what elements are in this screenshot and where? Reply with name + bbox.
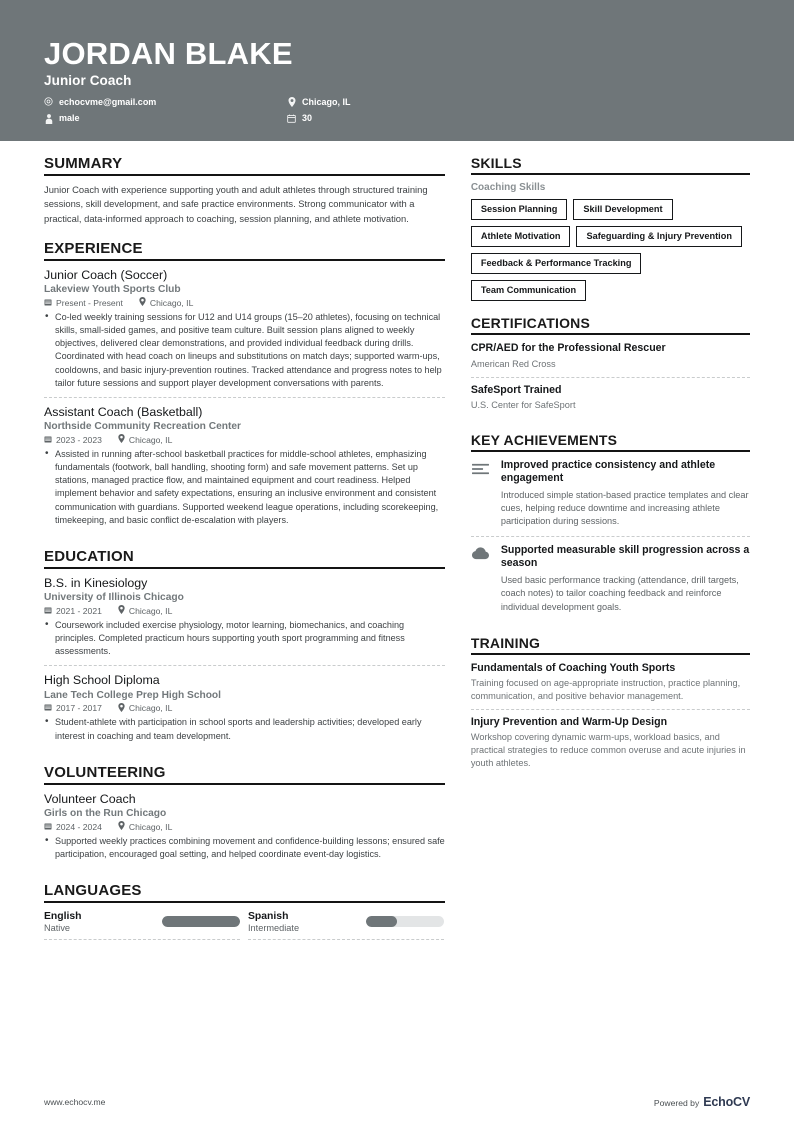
contact-age [287, 113, 530, 124]
experience-title: Assistant Coach (Basketball) [44, 404, 203, 419]
bullet-item: • Coursework included exercise physiology, motor learning, biomechanics, and coaching principles. Completed practicum hours supporting youth sport programming and fitness assessments. [44, 619, 445, 659]
education-bullets [44, 716, 445, 742]
skills-heading: SKILLS [471, 155, 750, 175]
volunteering-meta [44, 821, 445, 832]
training-description: Training focused on age-appropriate instruction, practice planning, communication, and positive behavior management. [470, 678, 741, 702]
achievement-body [501, 459, 750, 529]
skill-chip[interactable]: Skill Development [573, 199, 672, 220]
section-education [44, 548, 445, 750]
experience-dates [44, 435, 102, 445]
contact-location-value: Chicago, IL [302, 96, 351, 107]
volunteering-heading: VOLUNTEERING [44, 764, 445, 785]
training-title: Injury Prevention and Warm-Up Design [470, 715, 668, 728]
experience-dates [44, 298, 123, 308]
volunteering-location [118, 821, 172, 832]
volunteering-dates [44, 822, 102, 832]
contact-age-value: 30 [302, 113, 313, 124]
training-item [471, 662, 750, 710]
volunteering-bullets [44, 835, 445, 861]
achievement-body [501, 544, 750, 614]
summary-heading: SUMMARY [44, 155, 445, 176]
location-icon [118, 703, 125, 714]
skills-subheading: Coaching Skills [470, 182, 546, 193]
languages-list [44, 910, 445, 940]
powered-by [654, 1095, 750, 1109]
section-languages [44, 882, 445, 940]
training-heading: TRAINING [471, 635, 750, 655]
location-icon [118, 605, 125, 616]
experience-location [118, 434, 172, 445]
language-proficiency-fill [162, 916, 240, 927]
experience-meta [44, 297, 445, 308]
skill-chip[interactable]: Athlete Motivation [471, 226, 571, 247]
contact-location [287, 97, 530, 108]
language-item [44, 910, 240, 940]
section-summary [44, 155, 445, 226]
education-bullets [44, 619, 445, 659]
right-column [471, 155, 750, 954]
candidate-name: JORDAN BLAKE [44, 36, 293, 71]
cloud-icon [471, 544, 491, 614]
language-item [248, 910, 444, 940]
contact-gender [44, 113, 287, 124]
volunteering-location-value: Chicago, IL [128, 821, 173, 832]
certification-issuer: U.S. Center for SafeSport [470, 399, 576, 410]
bullet-item: • Assisted in running after-school basketball practices for middle-school athletes, emphasizing fundamentals (footwork, ball handling, shooting form) and safe movement patterns. Set up stations, managed practice flow, and maintained equipment and court readiness. Helped implement behavior and safety expectations, ensuring an inclusive environment and consistent communication with guardians. Supported weekend league operations, including scorekeeping, timekeeping, and basic conflict de-escalation with players. [44, 448, 445, 527]
experience-location-value: Chicago, IL [128, 434, 173, 445]
education-org: University of Illinois Chicago [44, 592, 184, 604]
candidate-job-title: Junior Coach [44, 72, 132, 88]
training-title: Fundamentals of Coaching Youth Sports [470, 661, 676, 674]
powered-by-label: Powered by [653, 1098, 700, 1108]
education-dates [44, 703, 102, 713]
location-icon [118, 821, 125, 832]
language-proficiency-bar [366, 916, 444, 927]
language-name: English [44, 911, 82, 923]
experience-entry [44, 268, 445, 398]
calendar-icon [44, 606, 52, 616]
skill-chip[interactable]: Feedback & Performance Tracking [471, 253, 642, 274]
brand-name: EchoCV [703, 1095, 750, 1109]
education-heading: EDUCATION [44, 548, 445, 569]
achievement-title: Supported measurable skill progression across a season [500, 543, 750, 570]
education-dates [44, 606, 102, 616]
section-volunteering [44, 764, 445, 868]
volunteering-dates-value: 2024 - 2024 [56, 821, 102, 832]
calendar-icon [44, 435, 52, 445]
education-title: B.S. in Kinesiology [44, 575, 148, 590]
certification-title: CPR/AED for the Professional Rescuer [470, 342, 666, 355]
achievement-item [471, 544, 750, 621]
skills-chip-list [471, 199, 750, 301]
education-entry [44, 673, 445, 749]
certification-item [471, 384, 750, 418]
language-name: Spanish [248, 911, 289, 923]
experience-dates-value: Present - Present [56, 297, 123, 308]
achievement-title: Improved practice consistency and athlete engagement [500, 458, 716, 485]
calendar-icon [44, 703, 52, 713]
section-skills [471, 155, 750, 301]
achievement-item [471, 459, 750, 537]
certification-title: SafeSport Trained [470, 383, 562, 396]
contact-email-value: echocvme@gmail.com [59, 96, 157, 107]
volunteering-title: Volunteer Coach [44, 791, 136, 806]
experience-heading: EXPERIENCE [44, 240, 445, 261]
education-location [118, 703, 172, 714]
contact-email [44, 97, 287, 108]
education-dates-value: 2017 - 2017 [56, 703, 102, 714]
language-text [248, 910, 299, 933]
education-meta [44, 703, 445, 714]
skill-chip[interactable]: Session Planning [471, 199, 568, 220]
skill-chip[interactable]: Team Communication [471, 280, 586, 301]
achievement-description: Introduced simple station-based practice templates and clear cues, helping reduce downtime and increasing athlete participation during sessions. [500, 489, 749, 527]
section-certifications [471, 315, 750, 417]
contact-gender-value: male [59, 113, 80, 124]
experience-location [139, 297, 193, 308]
language-proficiency-bar [162, 916, 240, 927]
list-lines-icon [471, 459, 491, 529]
bullet-item: • Supported weekly practices combining movement and confidence-building lessons; ensured safe participation, encouraged goal setting, and helped coordinate event-day logistics. [44, 835, 445, 861]
resume-body [0, 141, 794, 954]
bullet-item: • Student-athlete with participation in school sports and leadership activities; developed early interest in coaching and team development. [44, 716, 445, 742]
education-location-value: Chicago, IL [128, 605, 173, 616]
language-level: Native [44, 923, 71, 934]
language-proficiency-fill [366, 916, 397, 927]
education-dates-value: 2021 - 2021 [56, 605, 102, 616]
education-meta [44, 605, 445, 616]
education-org: Lane Tech College Prep High School [44, 689, 221, 701]
language-text [44, 910, 82, 933]
location-icon [139, 297, 146, 308]
location-icon [118, 434, 125, 445]
gender-icon [44, 114, 53, 124]
skill-chip[interactable]: Safeguarding & Injury Prevention [576, 226, 742, 247]
experience-bullets [44, 448, 445, 527]
experience-meta [44, 434, 445, 445]
education-title: High School Diploma [44, 673, 160, 688]
resume-footer [0, 1081, 794, 1123]
calendar-icon [287, 114, 296, 123]
certifications-heading: CERTIFICATIONS [471, 315, 750, 335]
section-experience [44, 240, 445, 534]
email-icon [44, 97, 53, 106]
achievement-description: Used basic performance tracking (attendance, drill targets, coach notes) to tailor coaching feedback and reinforce individual development goals. [500, 574, 739, 612]
education-location [118, 605, 172, 616]
experience-org: Northside Community Recreation Center [44, 421, 241, 433]
contact-list [44, 97, 750, 131]
experience-dates-value: 2023 - 2023 [56, 434, 102, 445]
experience-location-value: Chicago, IL [149, 297, 194, 308]
experience-org: Lakeview Youth Sports Club [44, 284, 181, 296]
experience-entry [44, 405, 445, 534]
volunteering-org: Girls on the Run Chicago [44, 808, 167, 820]
bullet-item: • Co-led weekly training sessions for U12 and U14 groups (15–20 athletes), focusing on technical skills, small-sided games, and positive team culture. Built session plans aligned to weekly objectives, delivered clear demonstrations, and provided individual feedback during drills. Coordinated with head coach on lineups and substitutions on match days; supported warm-ups, cooldowns, and basic injury-prevention routines. Tracked attendance and progress notes to help tailor future sessions and support player development conversations with parents. [44, 311, 445, 390]
calendar-icon [44, 298, 52, 308]
language-level: Intermediate [248, 923, 300, 934]
experience-bullets [44, 311, 445, 390]
volunteering-entry [44, 792, 445, 868]
resume-header [0, 0, 794, 141]
education-location-value: Chicago, IL [128, 703, 173, 714]
section-training [471, 635, 750, 776]
training-item [471, 716, 750, 776]
summary-text: Junior Coach with experience supporting youth and adult athletes through structured training sessions, skill development, and safe practice environments. Strong communicator with a practical, data-informed approach to coaching, session planning, and athlete motivation. [44, 184, 428, 224]
certification-item [471, 342, 750, 377]
calendar-icon [44, 822, 52, 832]
experience-title: Junior Coach (Soccer) [44, 267, 168, 282]
languages-heading: LANGUAGES [44, 882, 445, 903]
certification-issuer: American Red Cross [470, 358, 556, 369]
education-entry [44, 576, 445, 667]
footer-website[interactable]: www.echocv.me [44, 1097, 106, 1107]
location-icon [287, 97, 296, 107]
section-key-achievements [471, 432, 750, 621]
key-achievements-heading: KEY ACHIEVEMENTS [471, 432, 750, 452]
training-description: Workshop covering dynamic warm-ups, workload basics, and practical strategies to reduce common overuse and acute injuries in youth athletes. [470, 732, 746, 768]
left-column [44, 155, 445, 954]
